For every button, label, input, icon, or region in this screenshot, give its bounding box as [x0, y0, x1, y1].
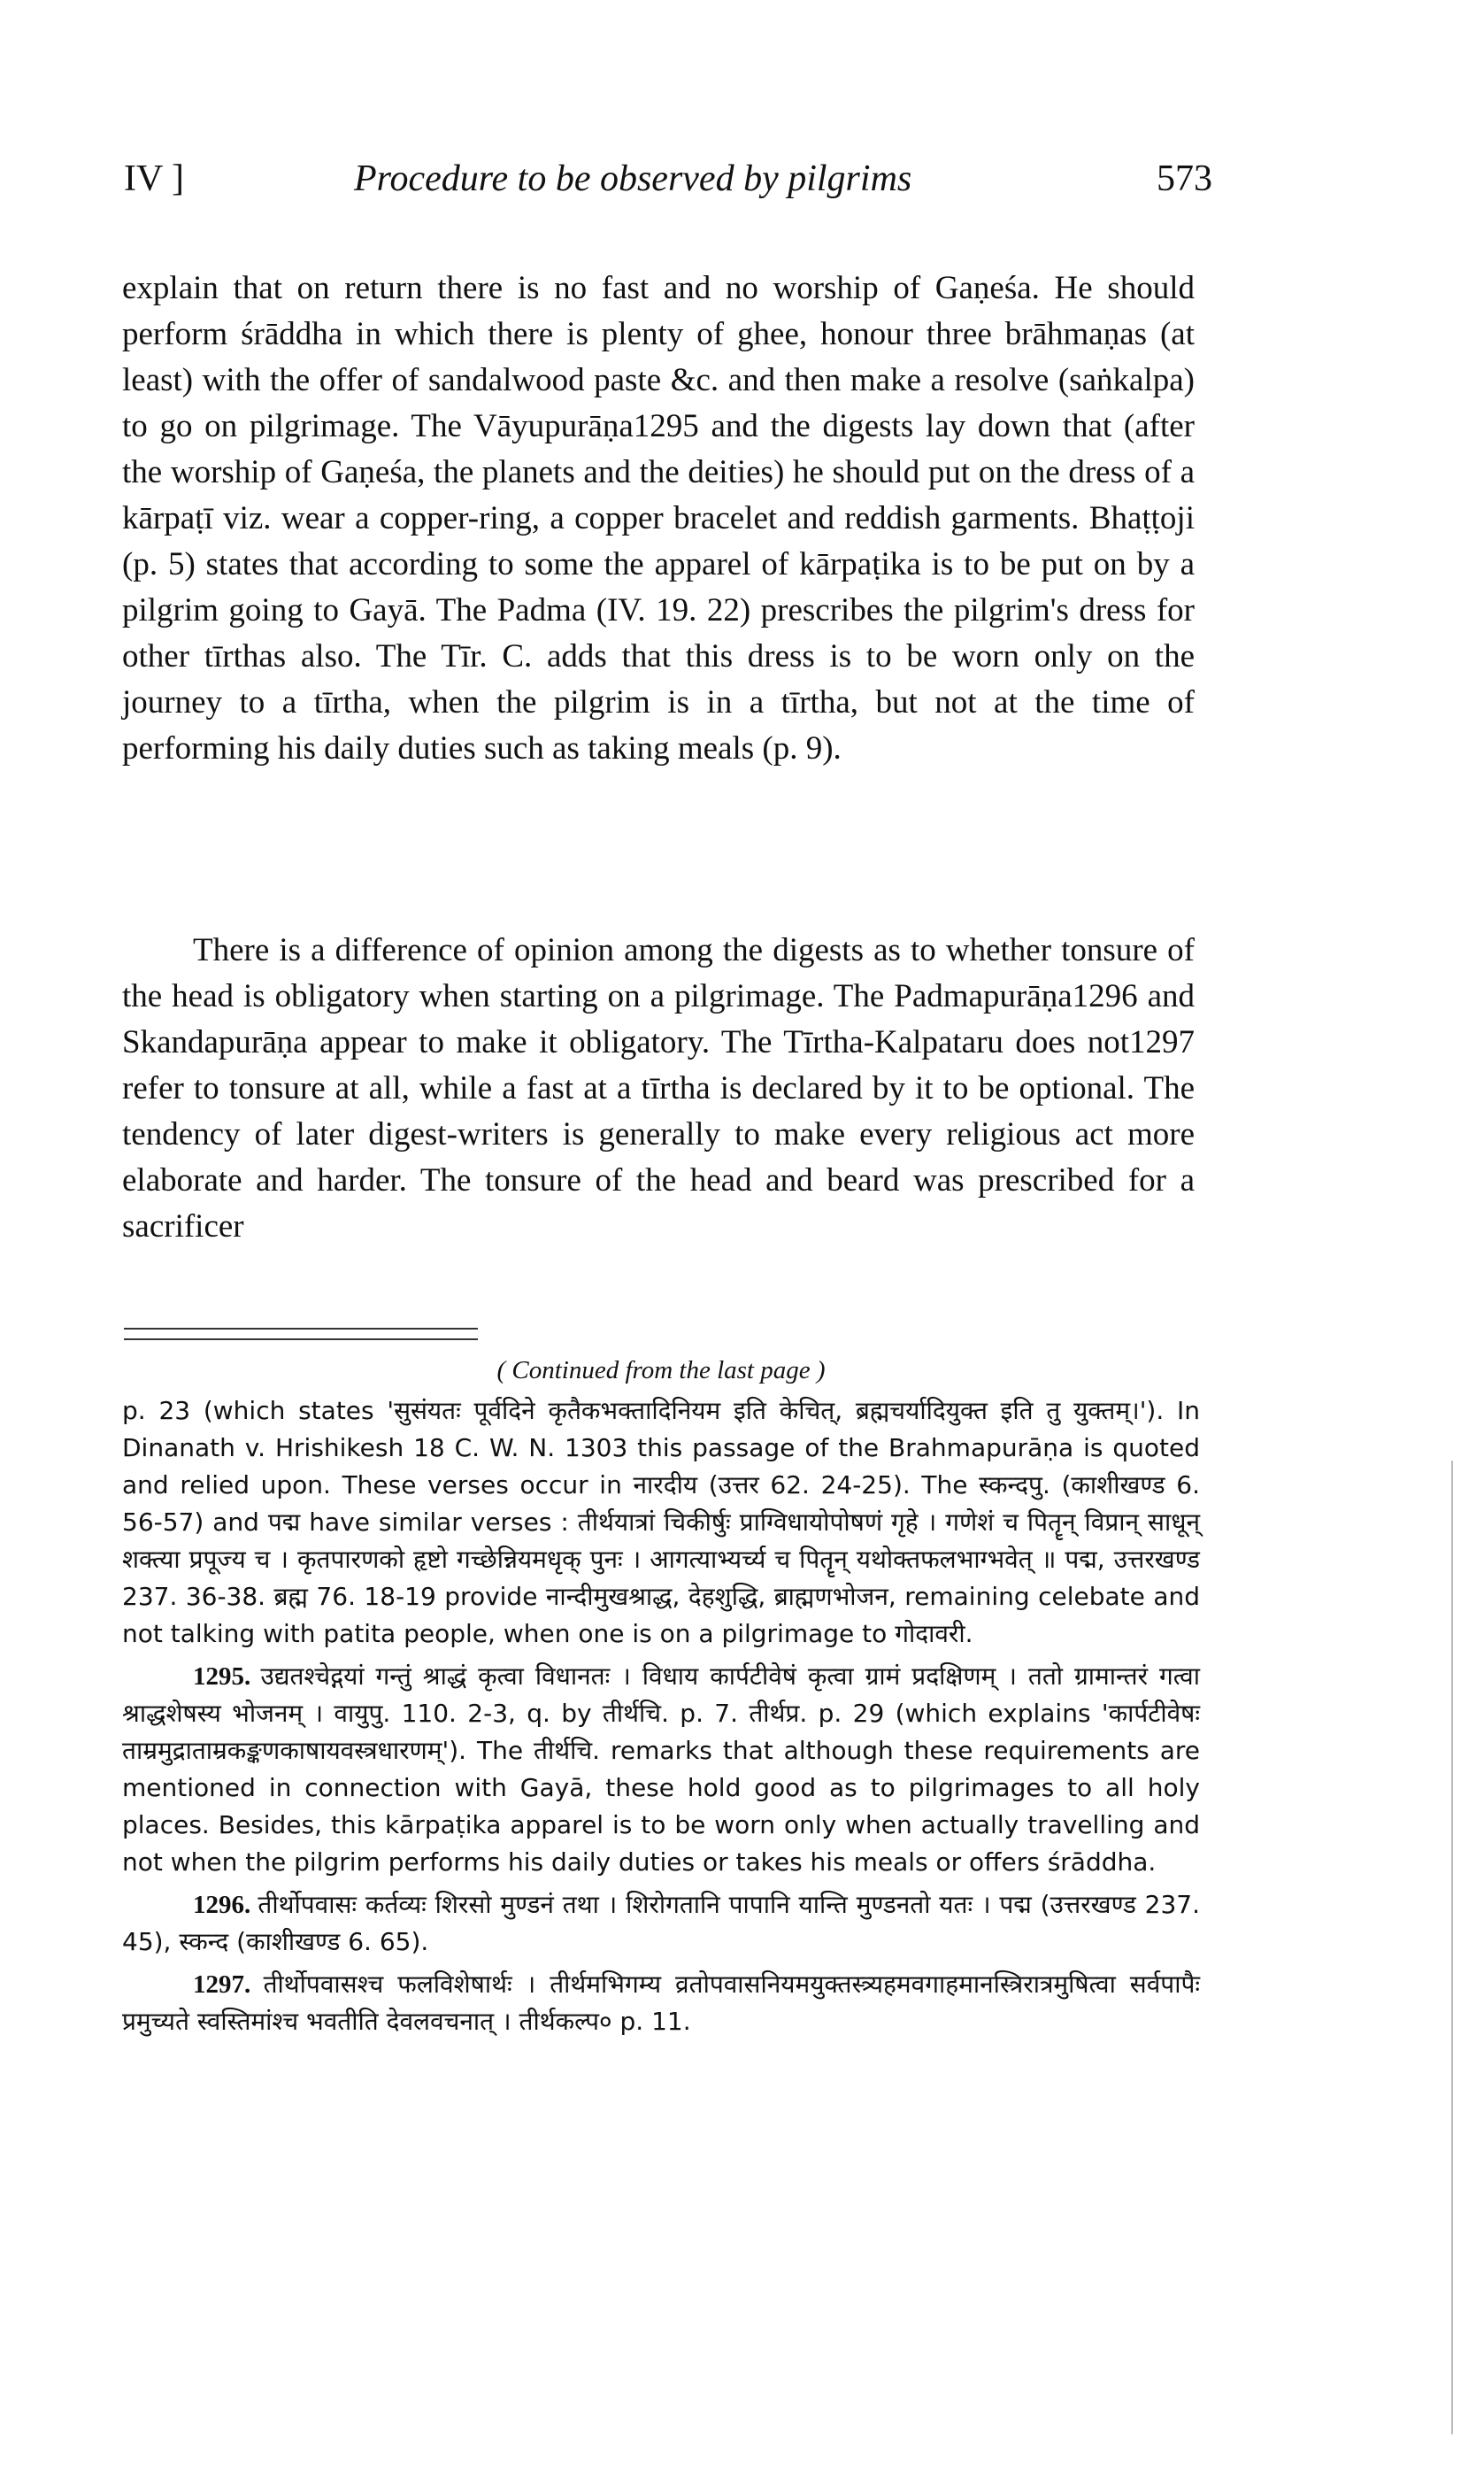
- footnote-1296: [122, 1886, 1200, 1961]
- continued-footnote: [122, 1392, 1200, 1653]
- body-paragraph: There is a difference of opinion among the digests as to whether tonsure of the head is obligatory when starting on a pilgrimage. The Padmapurāṇa1296 and Skandapurāṇa appear to make it obligatory. The Tīrtha-Kalpataru does not1297 refer to tonsure at all, while a fast at a tīrtha is declared by it to be optional. The tendency of later digest-writers is generally to make every religious act more elaborate and harder. The tonsure of the head and beard was prescribed for a sacrificer: [122, 932, 1195, 1245]
- footnote-text: तीर्थोपवासश्च फलविशेषार्थः । तीर्थमभिगम्य व्रतोपवासनियमयुक्तस्त्र्यहमवगाहमानस्त्रिरात्रमुषित्वा सर्वपापैः प्रमुच्यते स्वस्तिमांश्च भवतीति देवलवचनात् । तीर्थकल्प० p. 11.: [122, 1970, 1201, 2036]
- continued-label: ( Continued from the last page ): [496, 1356, 826, 1384]
- page-number: 573: [1157, 158, 1212, 199]
- footnote-number: 1297.: [193, 1970, 251, 1999]
- scan-gutter-line: [1451, 1461, 1453, 2434]
- footnote-text: तीर्थोपवासः कर्तव्यः शिरसो मुण्डनं तथा । शिरोगतानि पापानि यान्ति मुण्डनतो यतः । पद्म (उत्तरखण्ड 237. 45), स्कन्द (काशीखण्ड 6. 65).: [122, 1890, 1201, 1956]
- running-header: [124, 158, 1212, 211]
- chapter-number: IV ]: [124, 158, 185, 199]
- footnote-number: 1295.: [193, 1662, 251, 1691]
- continued-footnote-text: p. 23 (which states 'सुसंयतः पूर्वदिने कृतैकभक्तादिनियम इति केचित्, ब्रह्मचर्यादियुक्त इति तु युक्तम्।'). In Dinanath v. Hrishikesh 18 C. W. N. 1303 this passage of the Brahmapurāṇa is quoted and relied upon. These verses occur in नारदीय (उत्तर 62. 24-25). The स्कन्दपु. (काशीखण्ड 6. 56-57) and पद्म have similar verses : तीर्थयात्रां चिकीर्षुः प्राग्विधायोपोषणं गृहे । गणेशं च पितॄन् विप्रान् साधून् शक्त्या प्रपूज्य च । कृतपारणको हृष्टो गच्छेन्नियमधृक् पुनः । आगत्याभ्यर्च्य च पितॄन् यथोक्तफलभाग्भवेत् ॥ पद्म, उत्तरखण्ड 237. 36-38. ब्रह्म 76. 18-19 provide नान्दीमुखश्राद्ध, देहशुद्धि, ब्राह्मणभोजन, remaining celebate and not talking with patita people, when one is on a pilgrimage to गोदावरी.: [122, 1396, 1200, 1648]
- footnote-1297: [122, 1966, 1200, 2040]
- body-paragraph: explain that on return there is no fast and no worship of Gaṇeśa. He should perform śrāddha in which there is plenty of ghee, honour three brāhmaṇas (at least) with the offer of sandalwood paste &c. and then make a resolve (saṅkalpa) to go on pilgrimage. The Vāyupurāṇa1295 and the digests lay down that (after the worship of Gaṇeśa, the planets and the deities) he should put on the dress of a kārpaṭī viz. wear a copper-ring, a copper bracelet and reddish garments. Bhaṭṭoji (p. 5) states that according to some the apparel of kārpaṭika is to be put on by a pilgrim going to Gayā. The Padma (IV. 19. 22) prescribes the pilgrim's dress for other tīrthas also. The Tīr. C. adds that this dress is to be worn only on the journey to a tīrtha, when the pilgrim is in a tīrtha, but not at the time of performing his daily duties such as taking meals (p. 9).: [122, 270, 1195, 767]
- footnote-number: 1296.: [193, 1891, 251, 1919]
- footnote-divider: [124, 1328, 478, 1340]
- footnote-1295: [122, 1658, 1200, 1881]
- footnote-text: उद्यतश्चेद्गयां गन्तुं श्राद्धं कृत्वा विधानतः । विधाय कार्पटीवेषं कृत्वा ग्रामं प्रदक्षिणम् । ततो ग्रामान्तरं गत्वा श्राद्धशेषस्य भोजनम् । वायुपु. 110. 2-3, q. by तीर्थचि. p. 7. तीर्थप्र. p. 29 (which explains 'कार्पटीवेषः ताम्रमुद्राताम्रकङ्कणकाषायवस्त्रधारणम्'). The तीर्थचि. remarks that although these requirements are mentioned in connection with Gayā, these hold good as to pilgrimages to all holy places. Besides, this kārpaṭika apparel is to be worn only when actually travelling and not when the pilgrim performs his daily duties or takes his meals or offers śrāddha.: [122, 1661, 1200, 1877]
- running-title: Procedure to be observed by pilgrims: [354, 158, 912, 199]
- footnotes-section: [122, 1353, 1200, 2046]
